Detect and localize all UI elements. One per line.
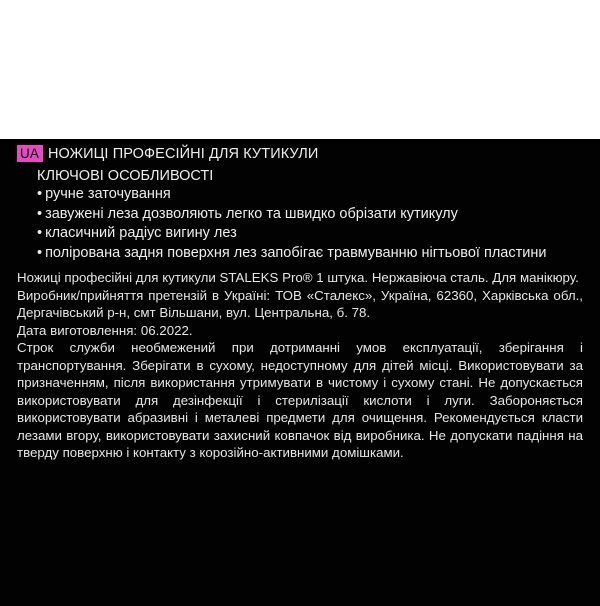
feature-item: • завужені леза дозволяють легко та швидко обрізати кутикулу [37, 205, 546, 225]
label-header [17, 145, 318, 162]
features-list [37, 185, 546, 263]
feature-item: • класичний радіус вигину лез [37, 224, 546, 244]
description-block [17, 269, 583, 462]
feature-item: • полірована задня поверхня лез запобігає травмуванню нігтьової пластини [37, 244, 546, 264]
manufacture-date-text: Дата виготовлення: 06.2022. [17, 322, 193, 338]
product-title: НОЖИЦІ ПРОФЕСІЙНІ ДЛЯ КУТИКУЛИ [47, 145, 319, 162]
label-panel [0, 139, 600, 606]
product-line-text: Ножиці професійні для кутикули STALEKS Pro® 1 штука. Нержавіюча сталь. Для манікюру. [17, 270, 579, 285]
language-badge: UA [17, 145, 43, 162]
features-heading: КЛЮЧОВІ ОСОБЛИВОСТІ [37, 168, 214, 184]
feature-item: • ручне заточування [37, 185, 546, 205]
usage-text: Строк служби необмежений при дотриманні умов експлуатації, зберігання і транспортування. Зберігати в сухому, недоступному для дітей місці. Використовувати за призначенням, після використання утримувати в чистому і сухому стані. Не допускається використовувати для дезінфекції і стерилізації кислоти і луги. Забороняється використовувати абразивні і металеві предмети для очищення. Рекомендується класти лезами вгору, використовувати захисний ковпачок від виробника. Не допускати падіння на тверду поверхню і контакту з корозійно-активними домішками. [17, 340, 583, 460]
manufacturer-text: Виробник/прийняття претензій в Україні: ТОВ «Сталекс», Україна, 62360, Харківська обл., Дергачівський р-н, смт Вільшани, вул. Центральна, б. 78. [17, 287, 583, 320]
